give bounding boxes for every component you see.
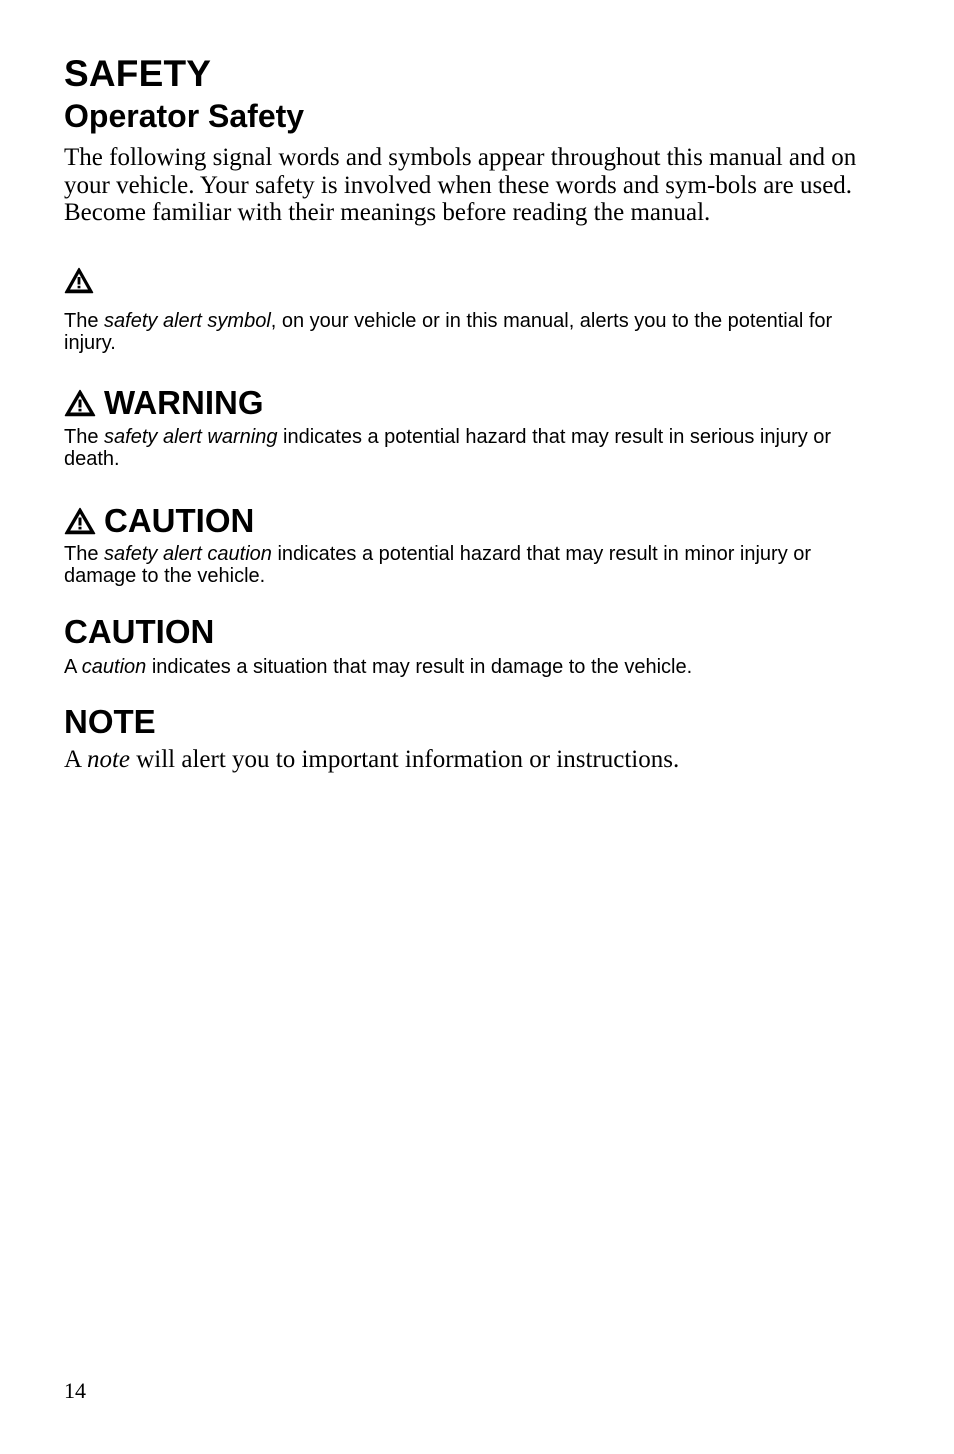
text-pre: A [64, 655, 82, 678]
warning-heading [64, 383, 864, 423]
intro-paragraph: The following signal words and symbols appear throughout this manual and on your vehicle. Your safety is involved when these words and sym-bols are used. Become familiar with their meanings before reading the manual. [64, 144, 857, 226]
text-pre: The [64, 309, 105, 332]
text-post: indicates a potential hazard that may result in serious injury or death. [64, 425, 832, 470]
text-emphasis: safety alert warning [104, 425, 278, 448]
safety-alert-symbol-block [64, 267, 864, 355]
text-emphasis: note [86, 746, 130, 773]
subsection-title: Operator Safety [64, 98, 305, 134]
note-heading: NOTE [64, 703, 156, 740]
text-post: will alert you to important information or instructions. [129, 746, 680, 773]
safety-alert-symbol-text [64, 310, 864, 355]
text-emphasis: caution [81, 655, 147, 678]
section-title: SAFETY [64, 53, 212, 94]
note-text [64, 746, 864, 774]
text-pre: A [64, 746, 87, 773]
caution-alert-heading-label: CAUTION [104, 501, 255, 539]
caution-alert-text [64, 543, 864, 588]
warning-triangle-icon [64, 267, 94, 294]
caution-text [64, 656, 864, 679]
text-post: indicates a situation that may result in damage to the vehicle. [146, 655, 693, 678]
caution-alert-heading [64, 501, 864, 541]
caution-heading: CAUTION [64, 612, 215, 650]
manual-page [64, 52, 864, 774]
note-block [64, 702, 864, 774]
page-number: 14 [64, 1378, 86, 1403]
warning-heading-label: WARNING [104, 383, 264, 421]
warning-triangle-icon [64, 389, 96, 417]
text-pre: The [64, 542, 105, 565]
caution-block [64, 612, 864, 679]
warning-block [64, 383, 864, 471]
warning-triangle-icon [64, 507, 96, 535]
text-pre: The [64, 425, 105, 448]
text-post: indicates a potential hazard that may result in minor injury or damage to the vehicle. [64, 542, 812, 587]
text-emphasis: safety alert symbol [104, 309, 271, 332]
warning-text [64, 426, 864, 471]
text-post: , on your vehicle or in this manual, alerts you to the potential for injury. [64, 309, 833, 354]
text-emphasis: safety alert caution [104, 542, 272, 565]
caution-alert-block [64, 501, 864, 588]
